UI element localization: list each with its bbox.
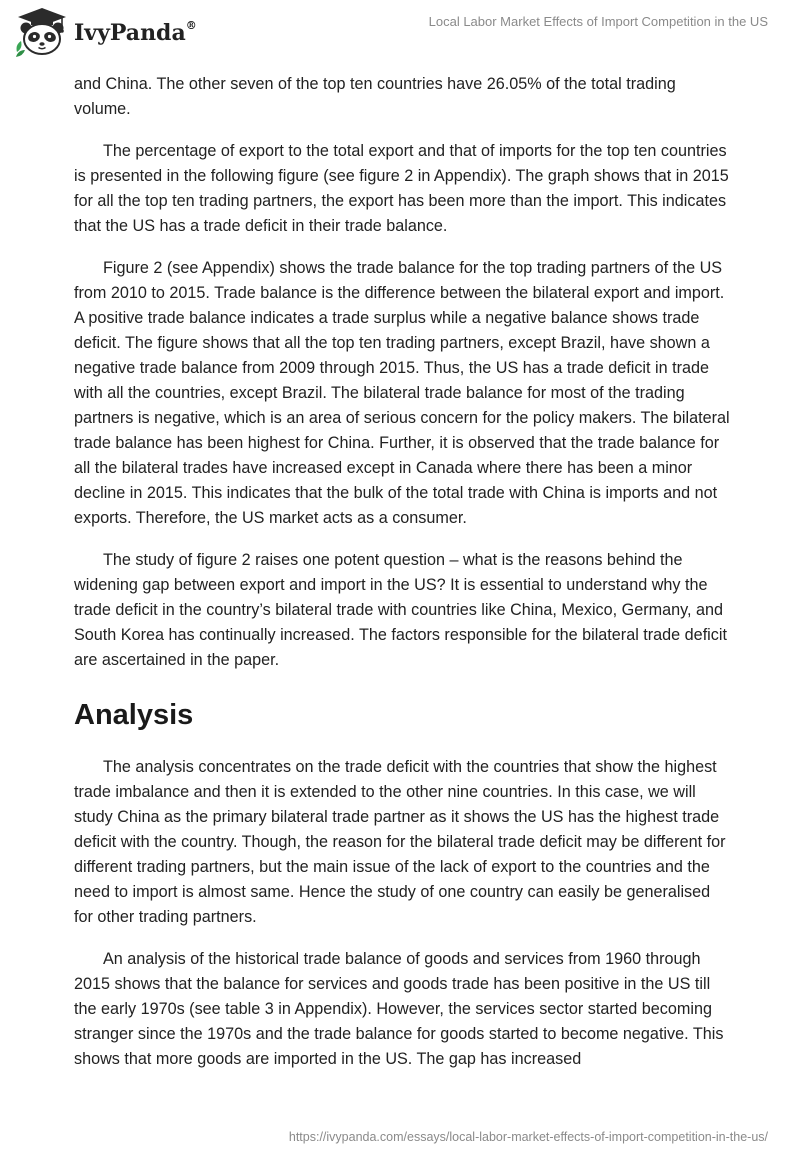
panda-logo-icon — [14, 6, 70, 58]
ivypanda-logo[interactable] — [14, 6, 197, 58]
logo-wordmark: IvyPanda® — [74, 18, 197, 46]
paragraph: Figure 2 (see Appendix) shows the trade balance for the top trading partners of the US from 2010 to 2015. Trade balance is the difference between the bilateral export and import. A positive trade balance indicates a trade surplus while a negative balance shows trade deficit. The figure shows that all the top ten trading partners, except Brazil, have shown a negative trade balance from 2009 through 2015. Thus, the US has a trade deficit in trade with all the countries, except Brazil. The bilateral trade balance for most of the trading partners is negative, which is an area of serious concern for the policy makers. The bilateral trade balance has been highest for China. Further, it is observed that the trade balance for all the bilateral trades have increased except in Canada where there has been a minor decline in 2015. This indicates that the bulk of the total trade with China is imports and not exports. Therefore, the US market acts as a consumer. — [74, 259, 730, 527]
section-heading: Analysis — [74, 699, 194, 731]
source-url[interactable]: https://ivypanda.com/essays/local-labor-market-effects-of-import-competition-in-the-us/ — [288, 1130, 768, 1144]
paragraph: The study of figure 2 raises one potent question – what is the reasons behind the widening gap between export and import in the US? It is essential to understand why the trade deficit in the country’s bilateral trade with countries like China, Mexico, Germany, and South Korea has continually increased. The factors responsible for the bilateral trade deficit are ascertained in the paper. — [74, 551, 727, 669]
paragraph: and China. The other seven of the top ten countries have 26.05% of the total trading volume. — [74, 75, 676, 118]
document-title: Local Labor Market Effects of Import Competition in the US — [428, 14, 768, 29]
paragraph: The percentage of export to the total export and that of imports for the top ten countries is presented in the following figure (see figure 2 in Appendix). The graph shows that in 2015 for all the top ten trading partners, the export has been more than the import. This indicates that the US has a trade deficit in their trade balance. — [74, 142, 729, 235]
paragraph: An analysis of the historical trade balance of goods and services from 1960 through 2015 shows that the balance for services and goods trade has been positive in the US till the early 1970s (see table 3 in Appendix). However, the services sector started becoming stranger since the 1970s and the trade balance for goods started to become negative. This shows that more goods are imported in the US. The gap has increased — [74, 950, 724, 1068]
paragraph: The analysis concentrates on the trade deficit with the countries that show the highest trade imbalance and then it is extended to the other nine countries. In this case, we will study China as the primary bilateral trade partner as it shows the US has the highest trade deficit with the country. Though, the reason for the bilateral trade deficit may be different for different trading partners, but the main issue of the lack of export to the countries and the need to import is almost same. Hence the study of one country can easily be generalised for other trading partners. — [74, 758, 726, 926]
page-header — [0, 0, 800, 64]
essay-content — [74, 72, 730, 1089]
